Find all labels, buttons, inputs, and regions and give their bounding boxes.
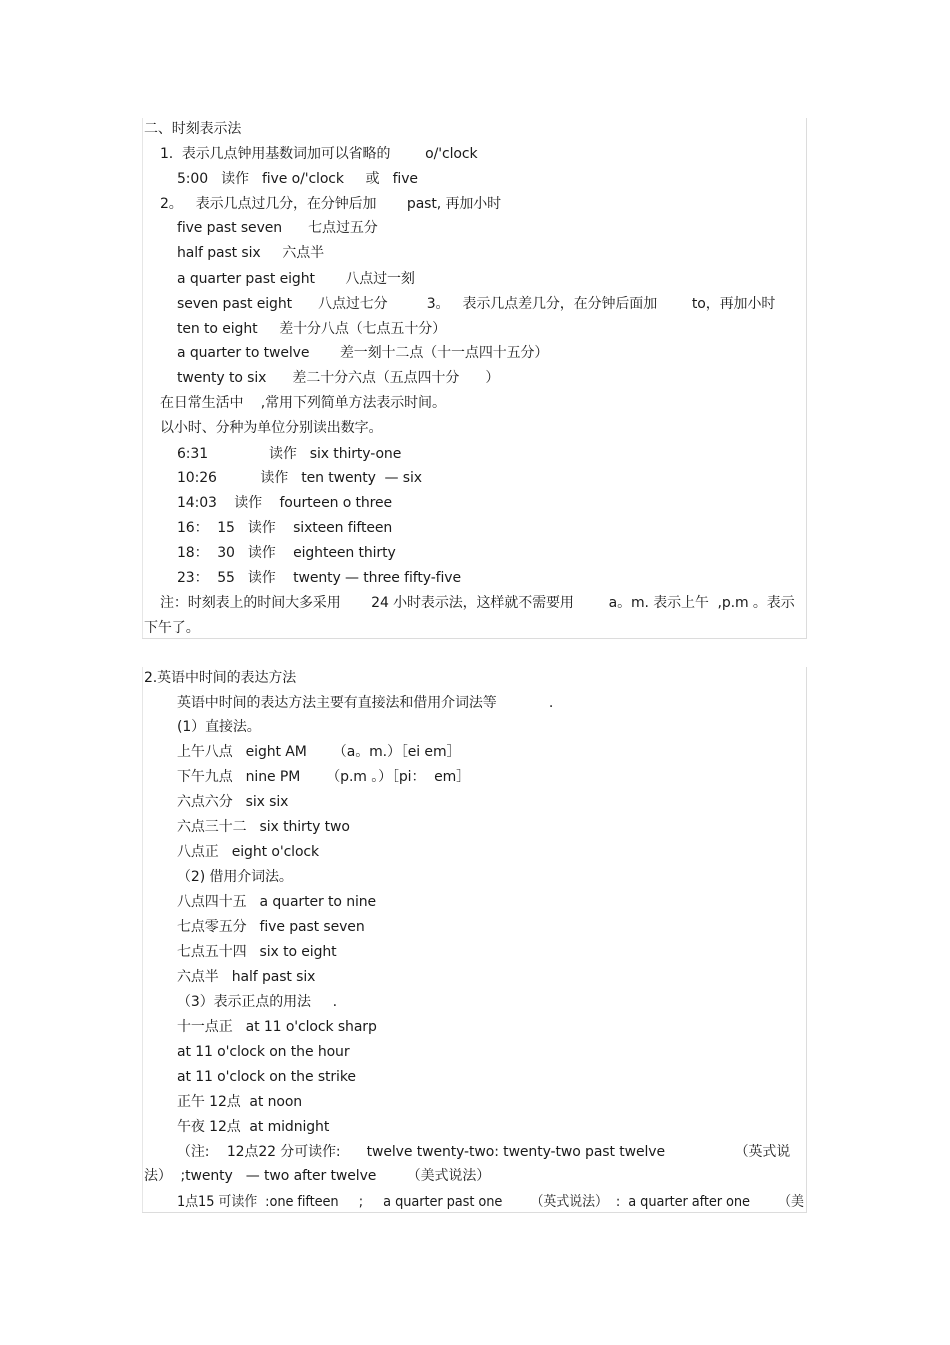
text-line: a quarter to twelve 差一刻十二点（十一点四十五分） xyxy=(177,345,549,361)
text-line: （注: 12点22 分可读作: twelve twenty-two: twenty-two past twelve （英式说 xyxy=(177,1144,791,1160)
text-line: 23： 55 读作 twenty — three fifty-five xyxy=(177,570,461,586)
text-line: 6:31 读作 six thirty-one xyxy=(177,446,402,462)
text-line: （3）表示正点的用法 . xyxy=(177,994,338,1010)
text-line: 14:03 读作 fourteen o three xyxy=(177,495,393,511)
text-line: 1点15 可读作 :one fifteen ; a quarter past one （英式说法） : a quarter after one （美 xyxy=(177,1194,804,1210)
text-line: 七点零五分 five past seven xyxy=(177,919,365,935)
text-line: 法） ;twenty — two after twelve （美式说法） xyxy=(144,1168,491,1184)
text-line: twenty to six 差二十分六点（五点四十分 ） xyxy=(177,370,500,386)
text-line: （2) 借用介词法。 xyxy=(177,869,293,885)
text-line: 七点五十四 six to eight xyxy=(177,944,337,960)
text-line: seven past eight 八点过七分 3。 表示几点差几分，在分钟后面加 to，再加小时 xyxy=(177,296,776,312)
text-line: half past six 六点半 xyxy=(177,245,325,261)
text-line: 八点四十五 a quarter to nine xyxy=(177,894,377,910)
text-line: (1）直接法。 xyxy=(177,719,261,735)
text-line: 2。 表示几点过几分，在分钟后加 past, 再加小时 xyxy=(160,196,502,212)
text-line: 正午 12点 at noon xyxy=(177,1094,303,1110)
text-line: 下午九点 nine PM （p.m 。）［pi： em］ xyxy=(177,769,471,785)
text-line: at 11 o'clock on the hour xyxy=(177,1044,350,1060)
text-line: 八点正 eight o'clock xyxy=(177,844,320,860)
text-line: 10:26 读作 ten twenty — six xyxy=(177,470,422,486)
text-line: 六点六分 six six xyxy=(177,794,289,810)
text-line: 在日常生活中 ,常用下列简单方法表示时间。 xyxy=(160,395,446,411)
section1-heading: 二、时刻表示法 xyxy=(144,121,242,137)
text-line: ten to eight 差十分八点（七点五十分） xyxy=(177,321,447,337)
text-line: at 11 o'clock on the strike xyxy=(177,1069,356,1085)
text-line: a quarter past eight 八点过一刻 xyxy=(177,271,415,287)
text-line: 六点半 half past six xyxy=(177,969,316,985)
text-line: 下午了。 xyxy=(144,620,200,636)
text-line: 16： 15 读作 sixteen fifteen xyxy=(177,520,393,536)
text-line: 5:00 读作 five o/'clock 或 five xyxy=(177,171,418,187)
text-line: 十一点正 at 11 o'clock sharp xyxy=(177,1019,377,1035)
text-line: 18： 30 读作 eighteen thirty xyxy=(177,545,396,561)
text-line: 午夜 12点 at midnight xyxy=(177,1119,330,1135)
text-line: 1. 表示几点钟用基数词加可以省略的 o/'clock xyxy=(160,146,478,162)
text-line: 英语中时间的表达方法主要有直接法和借用介词法等 . xyxy=(177,695,554,711)
section2-heading: 2.英语中时间的表达方法 xyxy=(144,670,297,686)
text-line: 上午八点 eight AM （a。m.）［ei em］ xyxy=(177,744,461,760)
text-line: 注：时刻表上的时间大多采用 24 小时表示法，这样就不需要用 a。m. 表示上午 ,p.m 。表示 xyxy=(160,595,795,611)
text-line: 六点三十二 six thirty two xyxy=(177,819,350,835)
text-line: five past seven 七点过五分 xyxy=(177,220,378,236)
text-line: 以小时、分种为单位分别读出数字。 xyxy=(160,420,383,436)
